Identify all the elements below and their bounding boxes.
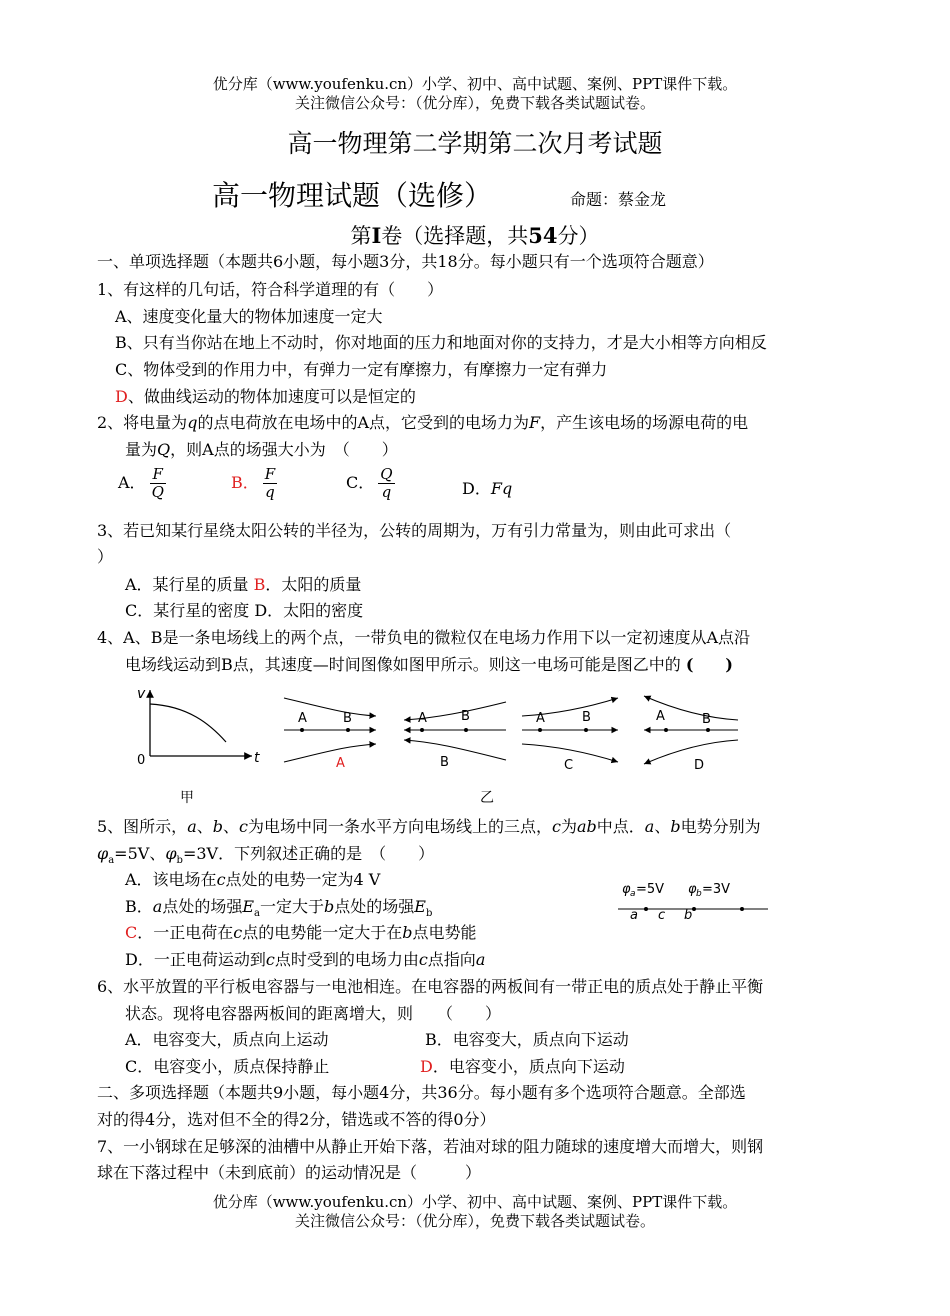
label-b: b [684, 908, 693, 923]
q2-option-c [346, 466, 399, 501]
q4-stem-line1: 4、A、B是一条电场线上的两个点，一带负电的微粒仅在电场力作用下以一定初速度从A点沿 [97, 628, 751, 647]
point-b-label: B [702, 712, 711, 727]
q5-text-4: 中点． [596, 817, 645, 836]
q2-stem-line2 [125, 439, 398, 461]
q6-option-c: C．电容变小，质点保持静止 [125, 1057, 330, 1076]
q5-option-c [125, 922, 477, 944]
q4-stem-line2 [125, 654, 733, 676]
q2-option-b-label: B． [231, 473, 259, 492]
var-e: E [414, 897, 426, 916]
q5-d-text-1: D．一正电荷运动到 [125, 950, 266, 969]
q3-option-b: ．太阳的质量 [265, 575, 362, 594]
q5-b-text-3: 一定大于 [259, 897, 324, 916]
var-e: E [242, 897, 255, 916]
diagram-d-label: D [694, 758, 705, 773]
diagram-a-label: A [336, 756, 345, 771]
sub-a: a [108, 855, 115, 867]
point-a-label: A [656, 709, 665, 724]
phi-symbol: φ [97, 844, 109, 863]
q6-stem-line2: 状态。现将电容器两板间的距离增大，则 （ ） [125, 1004, 502, 1023]
q5-stem-line1 [97, 816, 761, 838]
q2-option-d-label: D． [462, 479, 491, 498]
q5-sep: 、 [196, 817, 213, 836]
q2-var-f: F [529, 413, 541, 432]
q5-text-6: =5V、 [114, 844, 166, 863]
q1-option-c: C、物体受到的作用力中，有弹力一定有摩擦力，有摩擦力一定有弹力 [115, 360, 608, 379]
q6-option-d-text: ．电容变小，质点向下运动 [432, 1057, 625, 1076]
q6-answer-letter: D [420, 1057, 433, 1076]
origin-label: 0 [137, 753, 146, 768]
sub-b: b [425, 908, 433, 920]
q5-c-text-3: 点电势能 [412, 923, 477, 942]
q4-field-diagrams [276, 690, 750, 780]
q1-stem: 1、有这样的几句话，符合科学道理的有（ ） [97, 280, 444, 299]
var-a: a [187, 817, 197, 836]
phi-a-symbol: φ [622, 882, 631, 897]
label-a: a [630, 908, 638, 923]
var-c: c [233, 923, 243, 942]
diagram-b-label: B [440, 755, 449, 770]
var-a: a [475, 950, 486, 969]
volume-pre: 第 [350, 224, 372, 248]
point-a-label: A [418, 711, 427, 726]
q5-c-text-1: ．一正电荷在 [137, 923, 234, 942]
var-c: c [216, 870, 226, 889]
q5-option-b [125, 896, 432, 925]
q3-answer-letter: B [253, 575, 266, 594]
graph-jia-caption: 甲 [180, 790, 194, 806]
q2-option-b [231, 466, 281, 501]
phi-b-subscript: b [696, 889, 702, 899]
phi-b-symbol: φ [688, 882, 697, 897]
volume-post: 分） [557, 224, 600, 248]
q5-option-d [125, 949, 485, 971]
q5-c-text-2: 点的电势能一定大于在 [242, 923, 403, 942]
field-diagram-a [284, 698, 376, 771]
q5-b-text-4: 点处的场强 [334, 897, 415, 916]
phi-a-subscript: a [630, 889, 636, 899]
q5-text-1: 5、图所示， [97, 817, 188, 836]
volume-score: 54 [528, 223, 558, 248]
footer-line-1: 优分库（www.youfenku.cn）小学、初中、高中试题、案例、PPT课件下载。 [212, 1193, 738, 1211]
q6-option-d [420, 1056, 625, 1078]
point-a-label: A [298, 711, 307, 726]
q2-stem-line1 [97, 412, 748, 434]
var-a: a [152, 897, 163, 916]
q5-stem-line2 [97, 843, 434, 872]
q2-var-q: q [187, 413, 198, 432]
q5-a-text-1: A．该电场在 [125, 870, 217, 889]
var-b: b [670, 817, 681, 836]
q5-b-text-1: B． [125, 897, 153, 916]
q5-a-text-2: 点处的电势一定为4 V [225, 870, 381, 889]
q1-option-d-text: 、做曲线运动的物体加速度可以是恒定的 [127, 387, 416, 406]
q7-stem-line2: 球在下落过程中（未到底前）的运动情况是（ ） [97, 1163, 482, 1182]
q2-option-a-label: A． [118, 473, 146, 492]
q3-stem-line1: 3、若已知某行星绕太阳公转的半径为，公转的周期为，万有引力常量为，则由此可求出（ [97, 521, 732, 540]
q6-stem-line1: 6、水平放置的平行板电容器与一电池相连。在电容器的两板间有一带正电的质点处于静止平衡 [97, 977, 764, 996]
exam-subtitle: 高一物理试题（选修） [212, 179, 493, 212]
q2-option-d [462, 478, 512, 500]
q5-sep: 、 [223, 817, 240, 836]
var-ab: ab [576, 817, 597, 836]
q1-option-b: B、只有当你站在地上不动时，你对地面的压力和地面对你的支持力，才是大小相等方向相反 [115, 333, 767, 352]
var-c: c [265, 950, 275, 969]
q2-option-a [118, 466, 170, 501]
q5-text-3: 为 [560, 817, 577, 836]
velocity-curve [150, 704, 226, 742]
q3-option-d: D．太阳的密度 [254, 601, 364, 620]
exam-title: 高一物理第二学期第二次月考试题 [287, 129, 663, 158]
q5-text-5: 电势分别为 [680, 817, 761, 836]
var-a: a [644, 817, 655, 836]
phi-a-value: =5V [636, 882, 665, 897]
q1-option-d [115, 386, 416, 408]
phi-symbol: φ [165, 844, 177, 863]
point-b [692, 907, 696, 911]
t-axis-label: t [254, 750, 260, 766]
q5-sep: 、 [654, 817, 671, 836]
q2-fraction-c [378, 466, 394, 501]
q4-text: 电场线运动到B点，其速度—时间图像如图甲所示。则这一电场可能是图乙中的 [125, 655, 681, 674]
q2-var-Q: Q [157, 440, 171, 459]
q2-text-1: 2、将电量为 [97, 413, 188, 432]
var-b: b [212, 817, 223, 836]
field-yi-caption: 乙 [480, 790, 494, 806]
header-line-2: 关注微信公众号：（优分库），免费下载各类试题试卷。 [294, 94, 655, 112]
volume-mid: 卷（选择题，共 [381, 224, 529, 248]
q2-option-d-value: Fq [490, 479, 513, 498]
q3-option-a: A．某行星的质量 [125, 575, 249, 594]
phi-b-value: =3V [702, 882, 731, 897]
section-1-heading: 一、单项选择题（本题共6小题，每小题3分，共18分。每小题只有一个选项符合题意） [97, 252, 714, 271]
var-c: c [239, 817, 248, 836]
q5-potential-figure [618, 878, 778, 924]
q2-text-4: 量为 [125, 440, 158, 459]
q5-d-text-2: 点时受到的电场力由 [274, 950, 419, 969]
q2-fraction-a [150, 466, 166, 501]
q5-text-2: 为电场中同一条水平方向电场线上的三点， [247, 817, 552, 836]
sub-b: b [176, 855, 183, 867]
point-b-label: B [461, 709, 470, 724]
q1-option-a: A、速度变化量大的物体加速度一定大 [115, 307, 383, 326]
q3-options-ab [125, 574, 361, 596]
point-a-label: A [536, 711, 545, 726]
fraction-numerator: F [150, 466, 166, 484]
q3-option-c: C．某行星的密度 [125, 601, 250, 620]
q5-text-7: =3V．下列叙述正确的是 （ ） [182, 844, 435, 863]
fraction-denominator: q [381, 483, 392, 501]
point-extra [740, 907, 744, 911]
section-2-heading-line1: 二、多项选择题（本题共9小题，每小题4分，共36分。每小题有多个选项符合题意。全部选 [97, 1083, 746, 1102]
field-diagram-d [644, 696, 738, 773]
var-b: b [402, 923, 413, 942]
q2-option-c-label: C． [346, 473, 375, 492]
volume-roman: I [371, 223, 382, 248]
volume-heading [0, 222, 950, 250]
q4-paren: ( ) [685, 655, 734, 674]
q4-vt-graph [128, 684, 268, 774]
q2-text-2: 的点电荷放在电场中的A点，它受到的电场力为 [197, 413, 529, 432]
field-diagram-b [404, 702, 506, 770]
fraction-numerator: F [264, 465, 276, 483]
field-diagram-c [522, 698, 618, 773]
fraction-denominator: q [265, 483, 275, 501]
var-c: c [418, 950, 428, 969]
footer-line-2: 关注微信公众号：（优分库），免费下载各类试题试卷。 [294, 1212, 655, 1230]
sub-a: a [254, 908, 260, 920]
q2-fraction-b [263, 466, 277, 501]
q5-answer-letter: C [125, 923, 138, 942]
fraction-denominator: Q [151, 483, 164, 501]
point-b-label: B [343, 711, 352, 726]
q3-options-cd [125, 600, 363, 622]
point-a [644, 907, 648, 911]
q6-option-b: B．电容变大，质点向下运动 [425, 1030, 629, 1049]
q5-option-a [125, 869, 380, 891]
exam-author: 命题：蔡金龙 [570, 190, 667, 209]
q2-text-3: ，产生该电场的场源电荷的电 [540, 413, 749, 432]
fraction-numerator: Q [380, 465, 393, 483]
q2-text-5: ，则A点的场强大小为 （ ） [170, 440, 398, 459]
point-b-label: B [582, 710, 591, 725]
header-line-1: 优分库（www.youfenku.cn）小学、初中、高中试题、案例、PPT课件下载。 [212, 75, 738, 93]
section-2-heading-line2: 对的得4分，选对但不全的得2分，错选或不答的得0分） [97, 1110, 496, 1129]
q7-stem-line1: 7、一小钢球在足够深的油槽中从静止开始下落，若油对球的阻力随球的速度增大而增大，则钢 [97, 1137, 764, 1156]
q6-option-a: A．电容变大，质点向上运动 [125, 1030, 329, 1049]
var-b: b [324, 897, 335, 916]
diagram-c-label: C [564, 758, 574, 773]
q1-answer-letter: D [115, 387, 128, 406]
q5-b-text-2: 点处的场强 [162, 897, 243, 916]
q5-d-text-3: 点指向 [427, 950, 476, 969]
v-axis-label: v [137, 686, 146, 702]
q3-stem-line2: ） [97, 547, 114, 566]
var-c: c [552, 817, 561, 836]
label-c: c [658, 908, 666, 923]
